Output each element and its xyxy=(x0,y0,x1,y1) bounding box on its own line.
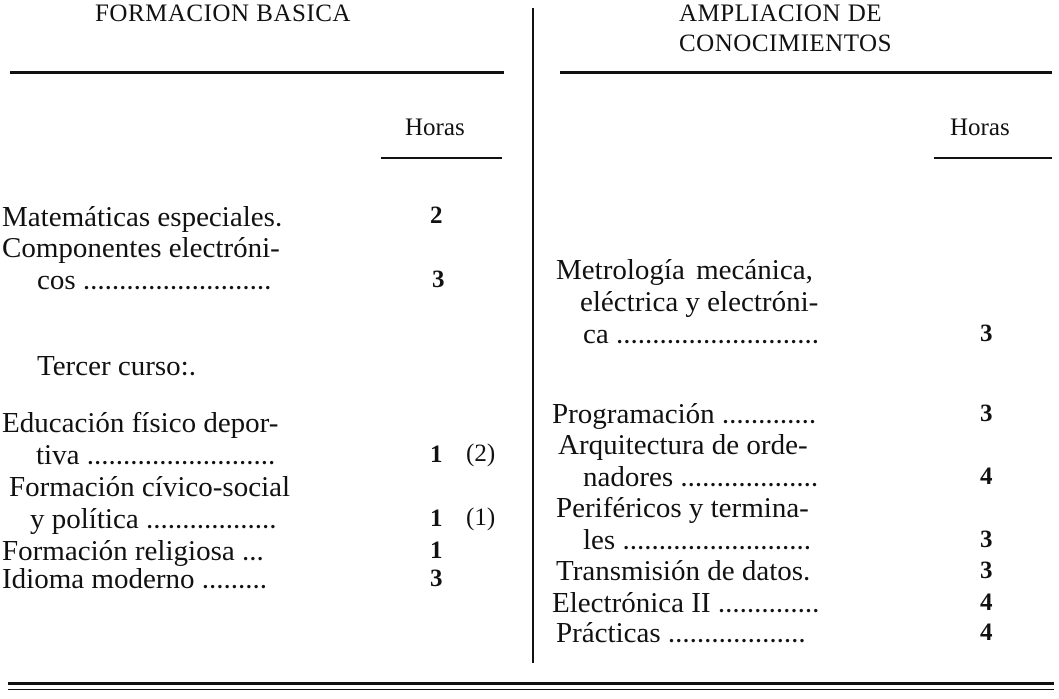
list-item-continuation: cos .......................... xyxy=(37,264,272,296)
right-hours-label: Horas xyxy=(950,114,1010,141)
list-item: Idioma moderno ......... xyxy=(2,563,267,595)
section-label: Tercer curso:. xyxy=(37,350,196,382)
list-item-continuation: eléctrica y electróni- xyxy=(580,286,819,318)
list-item: Formación religiosa ... xyxy=(2,535,264,567)
hours-value: 3 xyxy=(980,400,993,427)
footnote-ref: (2) xyxy=(466,440,496,467)
list-item-continuation: les .......................... xyxy=(583,524,811,556)
list-item: Arquitectura de orde- xyxy=(558,429,808,461)
right-heading-rule xyxy=(560,71,1052,74)
hours-value: 1 xyxy=(430,441,443,468)
list-item: Metrología mecánica, xyxy=(556,254,813,286)
hours-value: 2 xyxy=(430,202,443,229)
hours-value: 3 xyxy=(980,320,993,347)
hours-value: 3 xyxy=(430,565,443,592)
bottom-rule-top xyxy=(8,682,1054,685)
hours-value: 3 xyxy=(432,266,445,293)
list-item: Programación ............. xyxy=(552,398,817,430)
bottom-rule-bottom xyxy=(8,689,1054,690)
hours-value: 4 xyxy=(980,589,993,616)
list-item: Prácticas ................... xyxy=(556,617,806,649)
list-item: Formación cívico-social xyxy=(9,471,291,503)
left-heading-rule xyxy=(10,71,504,74)
hours-value: 1 xyxy=(430,537,443,564)
list-item: Matemáticas especiales. xyxy=(2,201,283,233)
column-divider xyxy=(532,8,534,663)
hours-value: 3 xyxy=(980,526,993,553)
list-item-continuation: ca ............................ xyxy=(583,318,819,350)
left-hours-label: Horas xyxy=(405,114,465,141)
right-column-heading-line1: AMPLIACION DE xyxy=(679,0,883,27)
list-item-continuation: nadores ................... xyxy=(583,461,819,493)
list-item-continuation: tiva .......................... xyxy=(36,439,276,471)
list-item: Periféricos y termina- xyxy=(556,492,809,524)
hours-value: 1 xyxy=(430,505,443,532)
list-item: Educación físico depor- xyxy=(2,407,279,439)
right-hours-rule xyxy=(934,157,1052,159)
hours-value: 4 xyxy=(980,619,993,646)
list-item: Electrónica II .............. xyxy=(552,587,820,619)
list-item: Componentes electróni- xyxy=(2,232,280,264)
left-column-heading: FORMACION BASICA xyxy=(95,0,351,27)
right-column-heading-line2: CONOCIMIENTOS xyxy=(679,30,892,57)
hours-value: 3 xyxy=(980,557,993,584)
list-item: Transmisión de datos. xyxy=(556,555,811,587)
footnote-ref: (1) xyxy=(466,504,496,531)
left-hours-rule xyxy=(381,157,502,159)
list-item-continuation: y política .................. xyxy=(30,503,277,535)
hours-value: 4 xyxy=(980,463,993,490)
